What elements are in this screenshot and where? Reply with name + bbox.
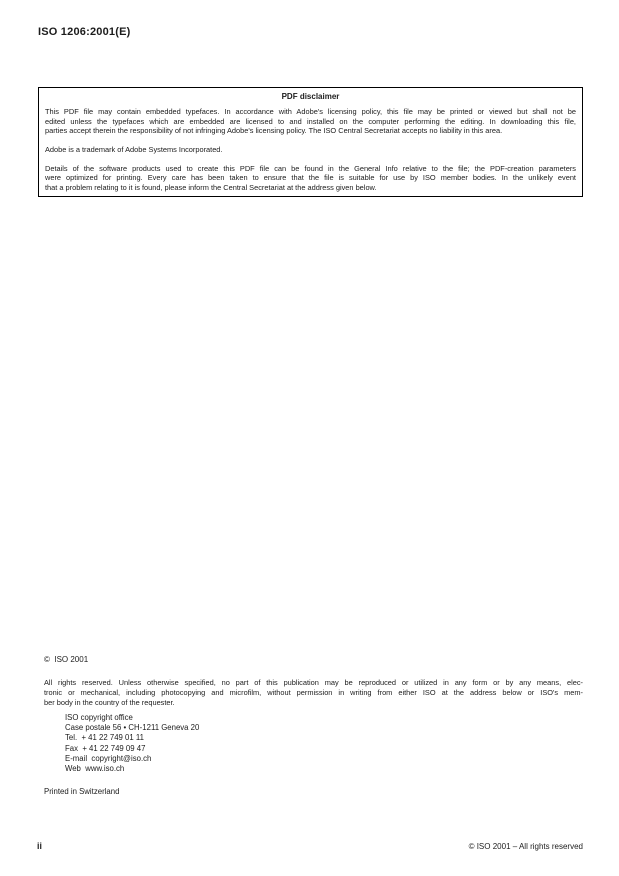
iso-copyright-office-address: [65, 713, 199, 774]
copyright-notice: © ISO 2001: [44, 655, 89, 664]
rights-line: tronic or mechanical, including photocopying and microfilm, without permission in writing from either ISO at the address below or ISO's mem-: [44, 687, 583, 697]
address-office-line: ISO copyright office: [65, 713, 133, 722]
disclaimer-paragraph-3: [45, 164, 576, 193]
disclaimer-line: This PDF file may contain embedded typefaces. In accordance with Adobe's licensing policy, this file may be printed or viewed but shall not be: [45, 107, 576, 116]
disclaimer-paragraph-2: [45, 145, 576, 155]
rights-line: All rights reserved. Unless otherwise specified, no part of this publication may be reproduced or utilized in any form or by any means, elec-: [44, 678, 583, 687]
pdf-disclaimer-box: [38, 87, 583, 197]
disclaimer-paragraph-1: [45, 107, 576, 136]
disclaimer-line: that a problem relating to it is found, please inform the Central Secretariat at the address given below.: [45, 183, 377, 193]
page-footer: [37, 841, 583, 851]
document-reference: ISO 1206:2001(E): [38, 26, 131, 38]
address-tel-line: Tel. + 41 22 749 01 11: [65, 733, 144, 743]
page-number: ii: [37, 841, 42, 851]
address-fax-line: Fax + 41 22 749 09 47: [65, 743, 146, 753]
disclaimer-line: were optimized for printing. Every care has been taken to ensure that the file is suitable for use by ISO member bodies. In the unlikely event: [45, 173, 576, 183]
disclaimer-line: Details of the software products used to create this PDF file can be found in the General Info relative to the file; the PDF-creation parameters: [45, 163, 576, 173]
disclaimer-line: parties accept therein the responsibility of not infringing Adobe's licensing policy. The ISO Central Secretariat accepts no liability in this area.: [45, 126, 503, 136]
address-street-line: Case postale 56 • CH-1211 Geneva 20: [65, 723, 200, 733]
rights-line: ber body in the country of the requester.: [44, 697, 175, 707]
printed-in-note: Printed in Switzerland: [44, 787, 120, 796]
disclaimer-title: PDF disclaimer: [281, 92, 340, 101]
footer-copyright: © ISO 2001 – All rights reserved: [468, 842, 583, 851]
disclaimer-line: edited unless the typefaces which are embedded are licensed to and installed on the computer performing the editing. In downloading this file,: [45, 116, 576, 126]
address-email-line: E-mail copyright@iso.ch: [65, 753, 152, 763]
rights-reserved-paragraph: [44, 678, 583, 707]
disclaimer-line: Adobe is a trademark of Adobe Systems Incorporated.: [45, 145, 223, 155]
address-web-line: Web www.iso.ch: [65, 764, 125, 774]
